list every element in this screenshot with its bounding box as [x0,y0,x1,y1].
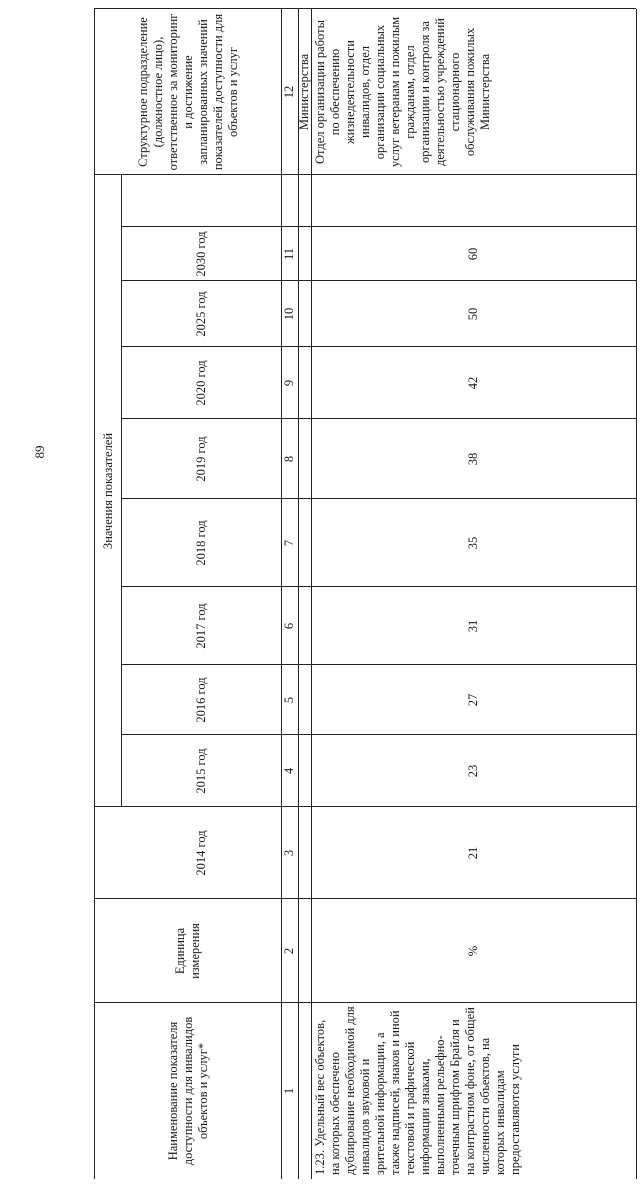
header-2019: 2019 год [194,436,208,482]
col-divider [94,806,636,807]
colnum-9: 9 [282,379,296,387]
header-name: Наименование показателя доступности для инвалидов объектов и услуг* [165,1016,210,1166]
table-bottom-border [636,9,637,1179]
row-name: 1.23. Удельный вес объектов, на которых обеспечено дублирование необходимой для инвалидов звуковой и зрительной информации, а также надписей, знаков и иной текстовой и графической информации знаками, выполненными рельефно-точечным шрифтом Брайля и на контрастном фоне, от общей численности объектов, на которых инвалидам предоставляются услуги [313,1006,522,1175]
value-2030: 60 [466,247,480,261]
colnum-4: 4 [282,767,296,775]
colnum-6: 6 [282,622,296,630]
value-2018: 35 [466,536,480,550]
colnum-5: 5 [282,696,296,704]
col-divider [121,226,636,227]
section-label: Министерства [297,53,311,131]
header-2018: 2018 год [194,520,208,566]
colnum-8: 8 [282,455,296,463]
rotated-table [36,0,636,1199]
value-2025: 50 [466,307,480,321]
header-2016: 2016 год [194,677,208,723]
header-responsible: Структурное подразделение (должностное лицо), ответственное за мониторинг и достижение запланированных значений показателей доступности для объектов и услуг [135,13,240,171]
header-2030: 2030 год [194,231,208,277]
colnum-10: 10 [282,307,296,321]
value-2015: 23 [466,764,480,778]
col-divider [121,734,636,735]
colnum-bottom-line [298,9,299,1179]
col-divider [94,1002,636,1003]
section-bottom-line [311,9,312,1179]
col-divider [121,346,636,347]
col-divider [121,586,636,587]
col-divider [94,174,636,175]
page-number: 89 [32,445,47,459]
col-divider [94,898,636,899]
colnum-1: 1 [282,1087,296,1095]
header-2025: 2025 год [194,291,208,337]
row-unit: % [466,945,480,957]
colnum-11: 11 [282,247,296,261]
colnum-12: 12 [282,85,296,99]
colnum-3: 3 [282,849,296,857]
value-2019: 38 [466,452,480,466]
header-2015: 2015 год [194,748,208,794]
col-divider [121,280,636,281]
header-2017: 2017 год [194,603,208,649]
value-2014: 21 [466,846,480,860]
header-group: Значения показателей [100,432,115,550]
colnum-2: 2 [282,947,296,955]
value-2020: 42 [466,376,480,390]
row-responsible: Отдел организации работы по обеспечению жизнедеятельности инвалидов, отдел организации социальных услуг ветеранам и пожилым гражданам, отдел организации и контроля за деятельностью учреждений стационарного обслуживания пожилых Министерства [313,16,492,168]
col-divider [121,664,636,665]
col-divider [121,418,636,419]
value-2017: 31 [466,619,480,633]
colnum-7: 7 [282,539,296,547]
header-2020: 2020 год [194,360,208,406]
header-unit: Единица измерения [173,923,202,979]
table-right-border [94,8,636,9]
col-divider [121,498,636,499]
header-2014: 2014 год [194,830,208,876]
value-2016: 27 [466,693,480,707]
